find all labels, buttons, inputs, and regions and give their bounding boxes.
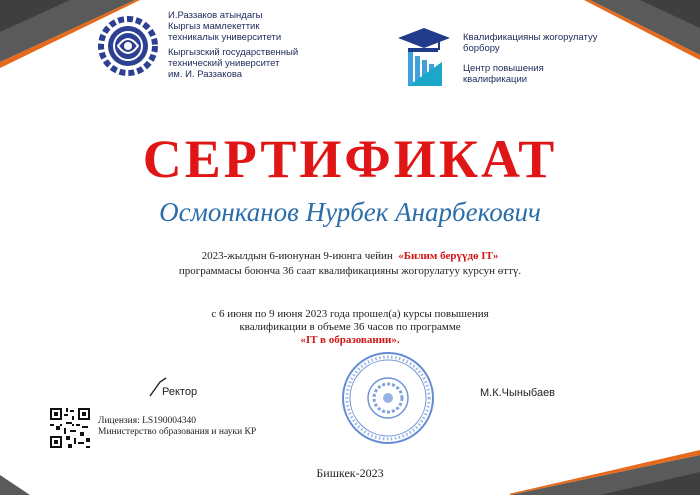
university-name-line: Кыргызский государственный [168,47,299,58]
university-name-line: им. И. Раззакова [168,69,243,80]
kyrgyz-program-name: «Билим берүүдө IT» [398,250,499,262]
rector-name: М.К.Чыныбаев [480,387,556,399]
kyrgyz-date-text: 2023-жылдын 6-июнунан 9-июнга чейин [201,250,393,262]
university-name-line: технический университет [168,58,280,69]
russian-description-line-2: квалификации в объеме 36 часов по программе [239,321,461,333]
center-name-line: Квалификацияны жогорулатуу [463,32,598,43]
recipient-name: Осмонканов Нурбек Анарбекович [159,197,541,227]
university-emblem [96,14,160,78]
corner-decoration-top-right [580,0,700,60]
center-name-line: борбору [463,43,500,54]
russian-program-name: «IT в образовании». [300,334,400,346]
license-info [98,416,256,438]
official-stamp [340,350,436,446]
center-name-line: Центр повышения [463,63,544,74]
rector-label: Ректор [162,386,198,398]
qualification-center-name [463,32,597,85]
university-name-line: техникалык университети [168,32,282,43]
university-name [168,10,298,80]
city-year: Бишкек-2023 [316,466,384,480]
center-name-line: квалификации [463,74,528,85]
license-issuer: Министерство образования и науки КР [98,427,257,437]
university-name-line: Кыргыз мамлекеттик [168,21,260,32]
university-name-line: И.Раззаков атындагы [168,10,263,21]
russian-description-line-1: с 6 июня по 9 июня 2023 года прошел(а) курсы повышения [211,308,489,320]
kyrgyz-description-line-2: программасы боюнча 36 саат квалификацияны жогорулатуу курсун өттү. [178,265,522,277]
kyrgyz-description-line-1 [0,250,700,263]
qualification-center-logo [394,24,456,90]
license-number: Лицензия: LS190004340 [98,416,196,426]
certificate-title: СЕРТИФИКАТ [142,129,558,189]
qr-code [48,406,92,450]
